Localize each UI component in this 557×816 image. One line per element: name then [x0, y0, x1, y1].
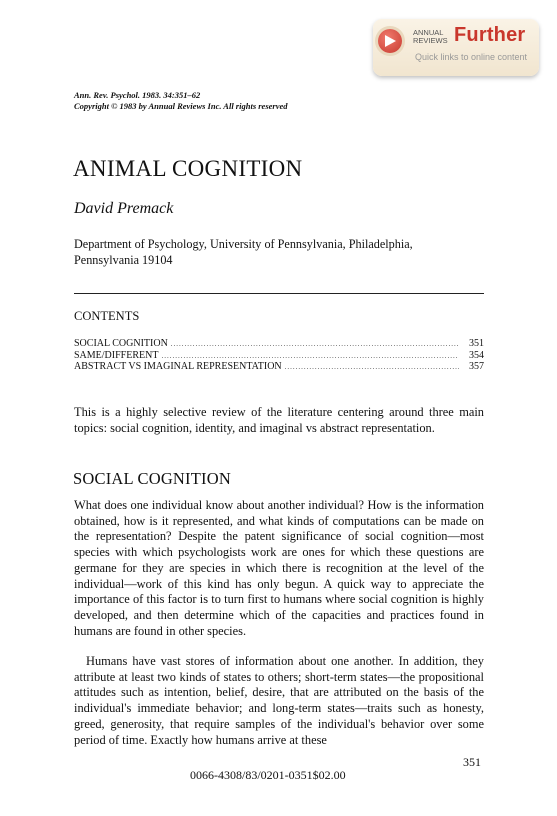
- toc-entry-title: SOCIAL COGNITION: [74, 338, 168, 349]
- copyright-line: Copyright © 1983 by Annual Reviews Inc. All rights reserved: [74, 101, 288, 111]
- toc-entry-page: 357: [469, 361, 484, 372]
- table-of-contents: [74, 338, 484, 373]
- toc-leader: [171, 339, 459, 351]
- page-number: 351: [463, 755, 481, 769]
- affiliation-line: Pennsylvania 19104: [74, 253, 173, 267]
- toc-entry-page: 351: [469, 338, 484, 349]
- affiliation: [74, 236, 494, 268]
- toc-entry[interactable]: [74, 361, 484, 373]
- section-heading: SOCIAL COGNITION: [73, 469, 231, 488]
- further-brand: Further: [454, 24, 526, 46]
- author-name: David Premack: [74, 200, 174, 217]
- article-title: ANIMAL COGNITION: [73, 156, 303, 181]
- toc-entry-title: ABSTRACT VS IMAGINAL REPRESENTATION: [74, 361, 282, 372]
- toc-entry-page: 354: [469, 349, 484, 361]
- further-badge[interactable]: [373, 19, 539, 76]
- body-paragraph: Humans have vast stores of information about one another. In addition, they attribute at least two kinds of states to others; short-term states—the propositional attitudes such as intention, belief, desire, that are attributed on the basis of the individual's immediate behavior; and long-term states—traits such as honesty, greed, generosity, that require samples of the individual's behavior over some period of time. Exactly how humans arrive at these: [74, 654, 484, 747]
- toc-entry[interactable]: [74, 338, 484, 350]
- intro-paragraph: This is a highly selective review of the literature centering around three main topics: social cognition, identity, and imaginal vs abstract representation.: [74, 405, 484, 435]
- citation-line: Ann. Rev. Psychol. 1983. 34:351–62: [74, 90, 201, 100]
- divider: [74, 293, 484, 294]
- affiliation-line: Department of Psychology, University of Pennsylvania, Philadelphia,: [74, 237, 413, 251]
- publisher-label: ANNUAL REVIEWS: [413, 28, 448, 45]
- further-tagline: Quick links to online content: [415, 52, 528, 62]
- body-paragraph: What does one individual know about another individual? How is the information obtained, how is it represented, and what kinds of computations can be made on the representation? Despite the patent significance of social cognition—most species with which psychologists work are ones for which these questions are germane for they are species in which there is recognition at the level of the individual—work of this kind has only begun. A quick way to appreciate the importance of this factor is to turn first to humans where social cognition is highly developed, and then determine which of the capacities and practices found in humans are found in other species.: [74, 498, 484, 638]
- toc-leader: [285, 362, 459, 374]
- toc-entry-title: SAME/DIFFERENT: [74, 349, 159, 361]
- contents-heading: CONTENTS: [74, 309, 140, 323]
- toc-entry[interactable]: [74, 350, 484, 362]
- arrow-icon: [378, 29, 402, 53]
- footer-code: 0066-4308/83/0201-0351$02.00: [190, 768, 346, 782]
